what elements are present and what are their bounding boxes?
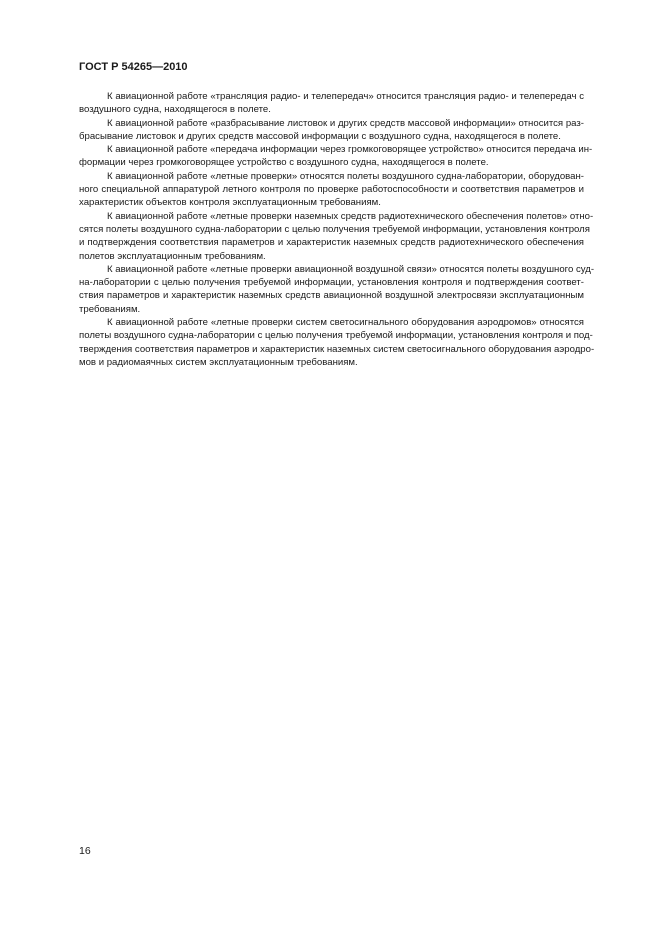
paragraph	[79, 316, 595, 369]
paragraph-line: полетов эксплуатационным требованиям.	[79, 250, 266, 262]
paragraph-line: К авиационной работе «передача информации через громкоговорящее устройство» относится передача ин-	[107, 144, 593, 156]
document-header: ГОСТ Р 54265—2010	[79, 61, 188, 73]
paragraph-line: воздушного судна, находящегося в полете.	[79, 104, 271, 116]
paragraph	[79, 143, 593, 170]
paragraph-line: ного специальной аппаратурой летного контроля по проверке работоспособности и соответствия параметров и	[79, 184, 584, 196]
paragraph	[79, 90, 584, 117]
paragraph-line: и подтверждения соответствия параметров и характеристик наземных средств радиотехнического обеспечения	[79, 237, 584, 249]
paragraph-line: К авиационной работе «летные проверки систем светосигнального оборудования аэродромов» относятся	[107, 317, 584, 329]
document-body	[79, 90, 595, 369]
page-number: 16	[79, 845, 91, 857]
paragraph-line: полеты воздушного судна-лаборатории с целью получения требуемой информации, установления контроля и под-	[79, 330, 593, 342]
paragraph-line: К авиационной работе «разбрасывание листовок и других средств массовой информации» относится раз-	[107, 117, 584, 129]
paragraph-line: требованиям.	[79, 303, 141, 315]
paragraph-line: К авиационной работе «летные проверки наземных средств радиотехнического обеспечения полетов» отно-	[107, 210, 594, 222]
paragraph	[79, 117, 584, 144]
paragraph	[79, 170, 584, 210]
paragraph-line: формации через громкоговорящее устройство с воздушного судна, находящегося в полете.	[79, 157, 489, 169]
paragraph-line: брасывание листовок и других средств массовой информации с воздушного судна, находящегося в полете.	[79, 130, 561, 142]
paragraph-line: К авиационной работе «летные проверки авиационной воздушной связи» относятся полеты воздушного суд-	[107, 263, 595, 275]
paragraph	[79, 210, 594, 263]
paragraph-line: ствия параметров и характеристик наземных средств авиационной воздушной электросвязи эксплуатационным	[79, 290, 584, 302]
paragraph-line: тверждения соответствия параметров и характеристик наземных систем светосигнального оборудования аэродро-	[79, 343, 595, 355]
paragraph-line: мов и радиомаячных систем эксплуатационным требованиям.	[79, 356, 358, 368]
paragraph-line: на-лаборатории с целью получения требуемой информации, установления контроля и подтверждения соответ-	[79, 277, 584, 289]
paragraph	[79, 263, 595, 316]
paragraph-line: К авиационной работе «летные проверки» относятся полеты воздушного судна-лаборатории, оборудован-	[107, 170, 584, 182]
paragraph-line: характеристик объектов контроля эксплуатационным требованиям.	[79, 197, 381, 209]
paragraph-line: К авиационной работе «трансляция радио- и телепередач» относится трансляция радио- и телепередач с	[107, 91, 584, 102]
paragraph-line: сятся полеты воздушного судна-лаборатории с целью получения требуемой информации, установления контроля	[79, 223, 590, 235]
